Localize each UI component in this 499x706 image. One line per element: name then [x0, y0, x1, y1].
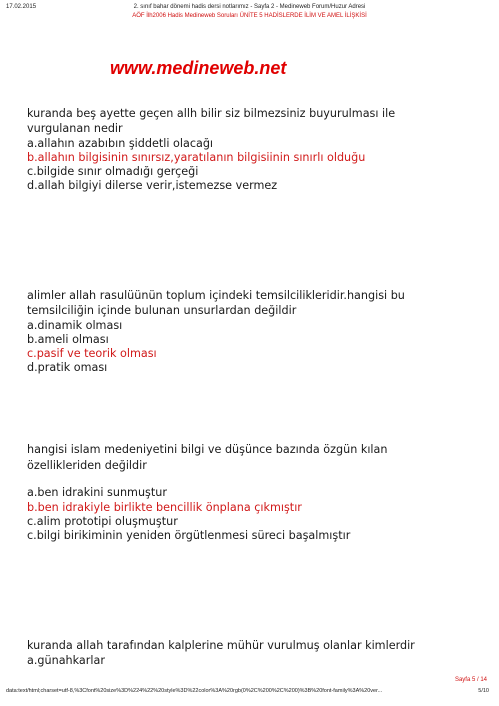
question-4-line-1: kuranda allah tarafından kalplerine mühür vurulmuş olanlar kimlerdir — [27, 639, 415, 652]
question-1-line-2: vurgulanan nedir — [27, 122, 123, 135]
page-url: data:text/html;charset=utf-8,%3Cfont%20size%3D%224%22%20style%3D%22color%3A%20rgb(0%2C%200%2C%200)%3B%20font-family%3A%20ver... — [6, 688, 383, 694]
question-3-line-2: özellikleriden değildir — [27, 459, 147, 472]
page-subtitle: AÖF İlh2006 Hadis Medineweb Soruları ÜNİTE 5 HADİSLERDE İLİM VE AMEL İLİŞKİSİ — [132, 13, 367, 19]
question-3-option-c2: c.bilgi birikiminin yeniden örgütlenmesi süreci başalmıştır — [27, 529, 351, 542]
print-page-number: 5/10 — [478, 688, 489, 694]
question-1-option-a: a.allahın azabıbın şiddetli olacağı — [27, 137, 214, 150]
question-1-option-c: c.bilgide sınır olmadığı gerçeği — [27, 165, 199, 178]
question-2-option-b: b.ameli olması — [27, 333, 109, 346]
page-title: 2. sınıf bahar dönemi hadis dersi notlarımız - Sayfa 2 - Medineweb Forum/Huzur Adresi — [133, 4, 366, 10]
question-2-option-a: a.dinamik olması — [27, 319, 123, 332]
question-2-option-d: d.pratik oması — [27, 361, 108, 374]
question-2-line-2: temsilciliğin içinde bulunan unsurlardan değildir — [27, 304, 297, 317]
question-3-option-a: a.ben idrakini sunmuştur — [27, 486, 167, 499]
question-1-line-1: kuranda beş ayette geçen allh bilir siz bilmezsiniz buyurulması ile — [27, 107, 396, 120]
page-indicator: Sayfa 5 / 14 — [454, 677, 487, 683]
question-3-option-c: c.alim prototipi oluşmuştur — [27, 515, 178, 528]
question-1-option-b-answer: b.allahın bilgisinin sınırsız,yaratılanın bilgisiinin sınırlı olduğu — [27, 151, 366, 164]
question-4-option-a: a.günahkarlar — [27, 654, 105, 667]
question-2-line-1: alimler allah rasulüünün toplum içindeki temsilcilikleridir.hangisi bu — [27, 289, 405, 302]
site-banner[interactable]: www.medineweb.net — [110, 58, 287, 78]
question-1-option-d: d.allah bilgiyi dilerse verir,istemezse vermez — [27, 179, 278, 192]
print-date: 17.02.2015 — [6, 4, 37, 10]
question-2-option-c-answer: c.pasif ve teorik olması — [27, 347, 157, 360]
question-3-line-1: hangisi islam medeniyetini bilgi ve düşünce bazında özgün kılan — [27, 443, 388, 456]
question-3-option-b-answer: b.ben idrakiyle birlikte bencillik önplana çıkmıştır — [27, 501, 302, 514]
